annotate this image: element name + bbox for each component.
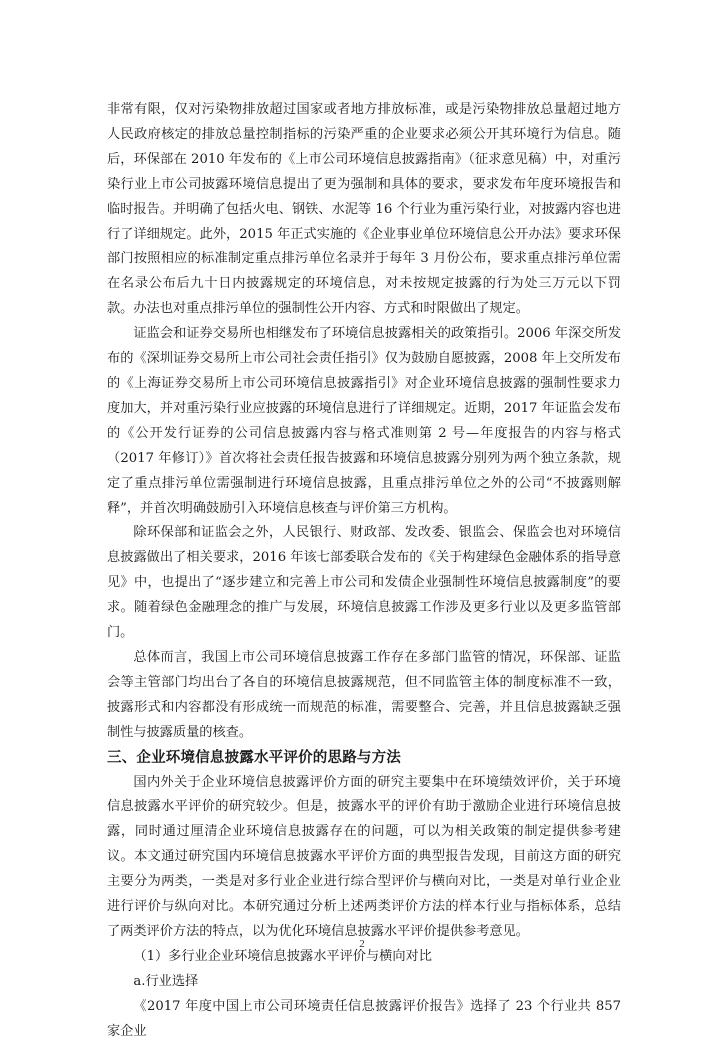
paragraph-other-ministries: 除环保部和证监会之外，人民银行、财政部、发改委、银监会、保监会也对环境信息披露做出了相关要求，2016 年该七部委联合发布的《关于构建绿色金融体系的指导意见》中，也提出了“逐步建立和完善上市公司和发债企业强制性环境信息披露制度”的要求。随着绿色金融理念的推广与发展，环境信息披露工作涉及更多行业以及更多监管部门。: [107, 525, 621, 641]
subheading-industry-selection: a.行业选择: [133, 973, 199, 989]
paragraph-summary: 总体而言，我国上市公司环境信息披露工作存在多部门监管的情况，环保部、证监会等主管部门均出台了各自的环境信息披露规范，但不同监管主体的制度标准不一致，披露形式和内容都没有形成统一而规范的标准，需要整合、完善，并且信息披露缺乏强制性与披露质量的核查。: [107, 649, 621, 740]
paragraph-continuation: 非常有限，仅对污染物排放超过国家或者地方排放标准，或是污染物排放总量超过地方人民政府核定的排放总量控制指标的污染严重的企业要求必须公开其环境行为信息。随后，环保部在 2010 年发布的《上市公司环境信息披露指南》（征求意见稿）中，对重污染行业上市公司披露环境信息提出了更为强制和具体的要求，要求发布年度环境报告和临时报告。并明确了包括火电、钢铁、水泥等 16 个行业为重污染行业，对披露内容也进行了详细规定。此外，2015 年正式实施的《企业事业单位环境信息公开办法》要求环保部门按照相应的标准制定重点排污单位名录并于每年 3 月份公布，要求重点排污单位需在名录公布后九十日内披露规定的环境信息，对未按规定披露的行为处三万元以下罚款。办法也对重点排污单位的强制性公开内容、方式和时限做出了规定。: [107, 102, 621, 317]
paragraph-evaluation-approach: 国内外关于企业环境信息披露评价方面的研究主要集中在环境绩效评价，关于环境信息披露水平评价的研究较少。但是，披露水平的评价有助于激励企业进行环境信息披露，同时通过厘清企业环境信息披露存在的问题，可以为相关政策的制定提供参考建议。本文通过研究国内环境信息披露水平评价方面的典型报告发现，目前这方面的研究主要分为两类，一类是对多行业企业进行综合型评价与横向对比，一类是对单行业企业进行评价与纵向对比。本研究通过分析上述两类评价方法的样本行业与指标体系，总结了两类评价方法的特点，以为优化环境信息披露水平评价提供参考意见。: [107, 774, 621, 939]
paragraph-report-2017: 《2017 年度中国上市公司环境责任信息披露评价报告》选择了 23 个行业共 857 家企业: [107, 998, 621, 1039]
subheading-multi-industry: （1）多行业企业环境信息披露水平评价与横向对比: [133, 948, 432, 964]
page-number: 2: [359, 938, 365, 950]
paragraph-securities-regulation: 证监会和证券交易所也相继发布了环境信息披露相关的政策指引。2006 年深交所发布的《深圳证券交易所上市公司社会责任指引》仅为鼓励自愿披露，2008 年上交所发布的《上海证券交易所上市公司环境信息披露指引》对企业环境信息披露的强制性要求力度加大，并对重污染行业应披露的环境信息进行了详细规定。近期，2017 年证监会发布的《公开发行证券的公司信息披露内容与格式准则第 2 号—年度报告的内容与格式（2017 年修订）》首次将社会责任报告披露和环境信息披露分别列为两个独立条款，规定了重点排污单位需强制进行环境信息披露，且重点排污单位之外的公司“不披露则解释”，并首次明确鼓励引入环境信息核查与评价第三方机构。: [107, 326, 621, 516]
section-heading: 三、企业环境信息披露水平评价的思路与方法: [107, 749, 401, 766]
document-body: [107, 98, 621, 1045]
